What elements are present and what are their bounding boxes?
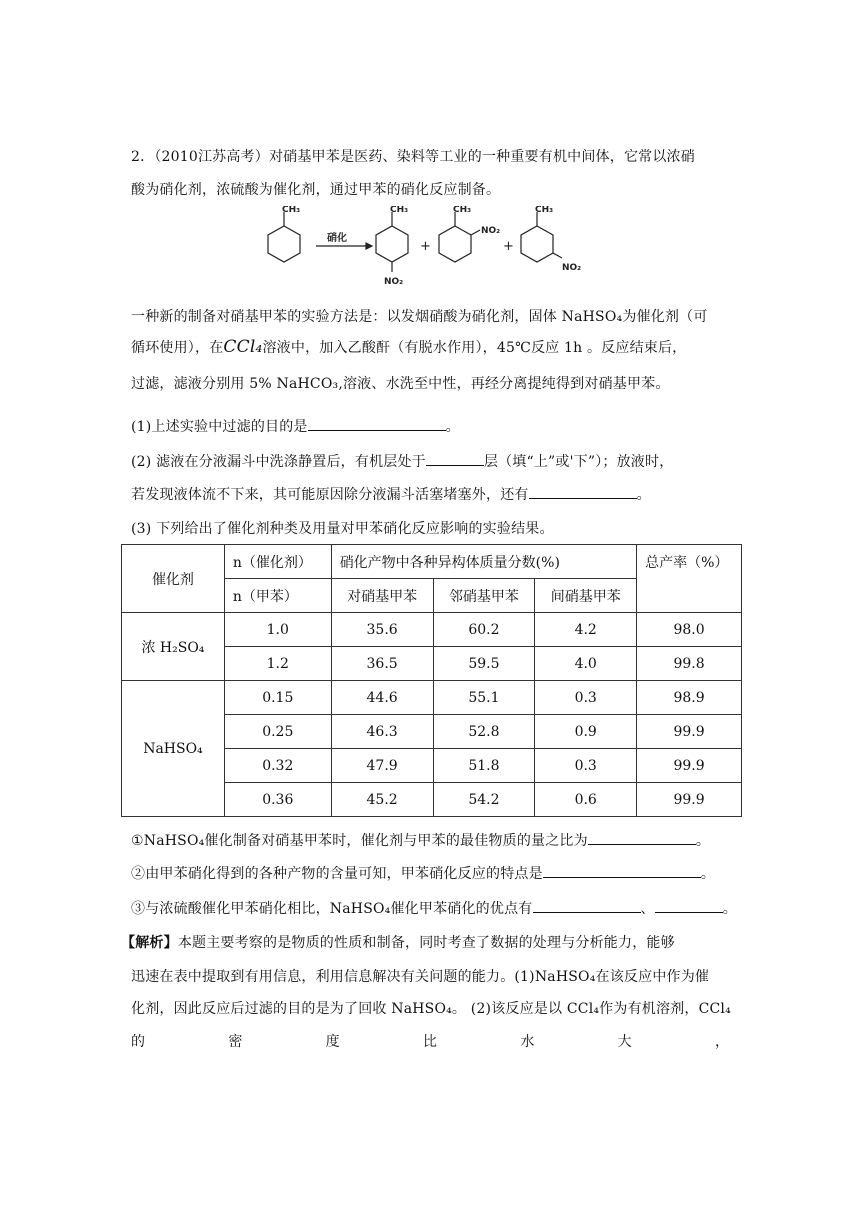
cell-ortho: 51.8 — [433, 749, 535, 783]
ccl4-formula: CCl₄ — [223, 337, 263, 357]
header-ratio-numerator: n（催化剂） — [224, 545, 331, 579]
analysis-line3: 化剂，因此反应后过滤的目的是为了回收 NaHSO₄。 (2)该反应是以 CCl₄作为有机溶剂，CCl₄ — [131, 1001, 731, 1017]
cell-para: 35.6 — [331, 613, 433, 647]
catalyst-nahso4: NaHSO₄ — [122, 681, 225, 817]
ortho-no2-label: NO₂ — [481, 226, 501, 236]
table-header-row-1 — [122, 545, 742, 579]
para-ch3-label: CH₃ — [390, 206, 409, 215]
answer-blank-2b[interactable] — [529, 486, 637, 499]
sub-question-2-end: 。 — [700, 866, 716, 882]
cell-para: 47.9 — [331, 749, 433, 783]
question-2-line2-text: 若发现液体流不下来，其可能原因除分液漏斗活塞堵塞外，还有 — [131, 487, 529, 503]
cell-yield: 98.9 — [637, 681, 742, 715]
question-1-end: 。 — [445, 419, 460, 435]
cell-ratio: 0.32 — [224, 749, 331, 783]
cell-ortho: 55.1 — [433, 681, 535, 715]
toluene-ch3-label: CH₃ — [282, 206, 301, 215]
question-3: (3) 下列给出了催化剂种类及用量对甲苯硝化反应影响的实验结果。 — [131, 521, 554, 537]
cell-yield: 99.9 — [637, 749, 742, 783]
question-2-mid: 层（填“上”或'下”）；放液时， — [483, 454, 674, 470]
nitration-reaction-scheme — [262, 206, 592, 294]
analysis-char: 度 — [325, 1034, 340, 1050]
cell-yield: 99.8 — [637, 647, 742, 681]
cell-meta: 0.9 — [535, 715, 637, 749]
ortho-ch3-label: CH₃ — [453, 206, 472, 215]
header-ortho: 邻硝基甲苯 — [433, 579, 535, 613]
header-para: 对硝基甲苯 — [331, 579, 433, 613]
header-catalyst: 催化剂 — [122, 545, 225, 613]
ortho-nitrotoluene-structure — [439, 212, 480, 262]
meta-ch3-label: CH₃ — [535, 206, 554, 215]
method-line2 — [131, 337, 686, 357]
cell-yield: 98.0 — [637, 613, 742, 647]
meta-no2-label: NO₂ — [562, 263, 582, 273]
sub-question-3-end: 。 — [722, 901, 737, 917]
para-nitrotoluene-structure — [376, 212, 408, 272]
catalyst-h2so4: 浓 H₂SO₄ — [122, 613, 225, 681]
header-meta: 间硝基甲苯 — [535, 579, 637, 613]
cell-meta: 0.6 — [535, 783, 637, 817]
sub-question-2 — [131, 863, 715, 883]
cell-ratio: 1.0 — [224, 613, 331, 647]
answer-blank-3a[interactable] — [588, 832, 696, 845]
cell-meta: 0.3 — [535, 681, 637, 715]
method-line2-end: 溶液中，加入乙酸酐（有脱水作用），45℃反应 1h 。反应结束后， — [262, 340, 687, 356]
sub-question-3-separator: 、 — [640, 901, 655, 917]
cell-ortho: 52.8 — [433, 715, 535, 749]
cell-yield: 99.9 — [637, 783, 742, 817]
question-number: 2． — [131, 149, 155, 165]
analysis-line1 — [121, 932, 675, 952]
question-1 — [131, 416, 460, 436]
question-2-end: 。 — [636, 487, 651, 503]
sub-question-3 — [131, 898, 737, 918]
answer-blank-2a[interactable] — [426, 453, 484, 466]
plus-sign-2: + — [503, 239, 514, 254]
analysis-tag: 【解析】 — [121, 935, 178, 951]
catalyst-results-table — [121, 544, 742, 817]
cell-yield: 99.9 — [637, 715, 742, 749]
answer-blank-1[interactable] — [308, 418, 446, 431]
answer-blank-3c[interactable] — [533, 900, 641, 913]
question-intro-line1 — [131, 146, 695, 166]
plus-sign-1: + — [420, 239, 431, 254]
cell-para: 44.6 — [331, 681, 433, 715]
cell-ratio: 0.36 — [224, 783, 331, 817]
cell-meta: 4.2 — [535, 613, 637, 647]
analysis-char: ， — [714, 1034, 729, 1050]
cell-ratio: 0.25 — [224, 715, 331, 749]
cell-para: 45.2 — [331, 783, 433, 817]
toluene-structure — [268, 212, 300, 262]
question-1-text: (1)上述实验中过滤的目的是 — [131, 419, 308, 435]
question-2-line2 — [131, 484, 651, 504]
table-row — [122, 681, 742, 715]
cell-para: 36.5 — [331, 647, 433, 681]
question-2-text: (2) 滤液在分液漏斗中洗涤静置后，有机层处于 — [131, 454, 426, 470]
method-line1: 一种新的制备对硝基甲苯的实验方法是：以发烟硝酸为硝化剂，固体 NaHSO₄为催化剂（可 — [131, 309, 708, 325]
sub-question-1-end: 。 — [695, 833, 711, 849]
analysis-char: 密 — [228, 1034, 243, 1050]
analysis-line2: 迅速在表中提取到有用信息，利用信息解决有关问题的能力。(1)NaHSO₄在该反应中作为催 — [131, 969, 710, 985]
analysis-char: 的 — [131, 1034, 145, 1050]
cell-ortho: 59.5 — [433, 647, 535, 681]
analysis-line4 — [131, 1031, 729, 1051]
arrow-label: 硝化 — [327, 233, 347, 244]
analysis-char: 水 — [520, 1034, 535, 1050]
para-no2-label: NO₂ — [384, 277, 404, 287]
sub-question-1 — [131, 830, 710, 850]
method-line3: 过滤，滤液分别用 5% NaHCO₃,溶液、水洗至中性，再经分离提纯得到对硝基甲苯。 — [131, 376, 670, 392]
cell-meta: 4.0 — [535, 647, 637, 681]
cell-meta: 0.3 — [535, 749, 637, 783]
cell-ratio: 0.15 — [224, 681, 331, 715]
sub-question-3-text: ③与浓硫酸催化甲苯硝化相比，NaHSO₄催化甲苯硝化的优点有 — [131, 901, 533, 917]
answer-blank-3b[interactable] — [543, 865, 701, 878]
cell-para: 46.3 — [331, 715, 433, 749]
header-isomer-fraction: 硝化产物中各种异构体质量分数(%) — [331, 545, 636, 579]
header-total-yield: 总产率（%） — [637, 545, 742, 613]
method-line2-start: 循环使用），在 — [131, 340, 224, 356]
header-ratio-denominator: n（甲苯） — [224, 579, 331, 613]
question-intro-line2: 酸为硝化剂，浓硫酸为催化剂，通过甲苯的硝化反应制备。 — [131, 182, 501, 198]
answer-blank-3d[interactable] — [655, 900, 723, 913]
analysis-char: 大 — [617, 1034, 632, 1050]
question-intro-text: （2010江苏高考）对硝基甲苯是医药、染料等工业的一种重要有机中间体，它常以浓硝 — [154, 149, 695, 165]
cell-ortho: 54.2 — [433, 783, 535, 817]
meta-nitrotoluene-structure — [521, 212, 562, 262]
cell-ratio: 1.2 — [224, 647, 331, 681]
cell-ortho: 60.2 — [433, 613, 535, 647]
sub-question-1-text: ①NaHSO₄催化制备对硝基甲苯时，催化剂与甲苯的最佳物质的量之比为 — [131, 833, 588, 849]
analysis-text-1: 本题主要考察的是物质的性质和制备，同时考查了数据的处理与分析能力，能够 — [177, 935, 675, 951]
sub-question-2-text: ②由甲苯硝化得到的各种产物的含量可知，甲苯硝化反应的特点是 — [131, 866, 543, 882]
analysis-char: 比 — [422, 1034, 437, 1050]
question-2-line1 — [131, 451, 673, 471]
table-row — [122, 613, 742, 647]
